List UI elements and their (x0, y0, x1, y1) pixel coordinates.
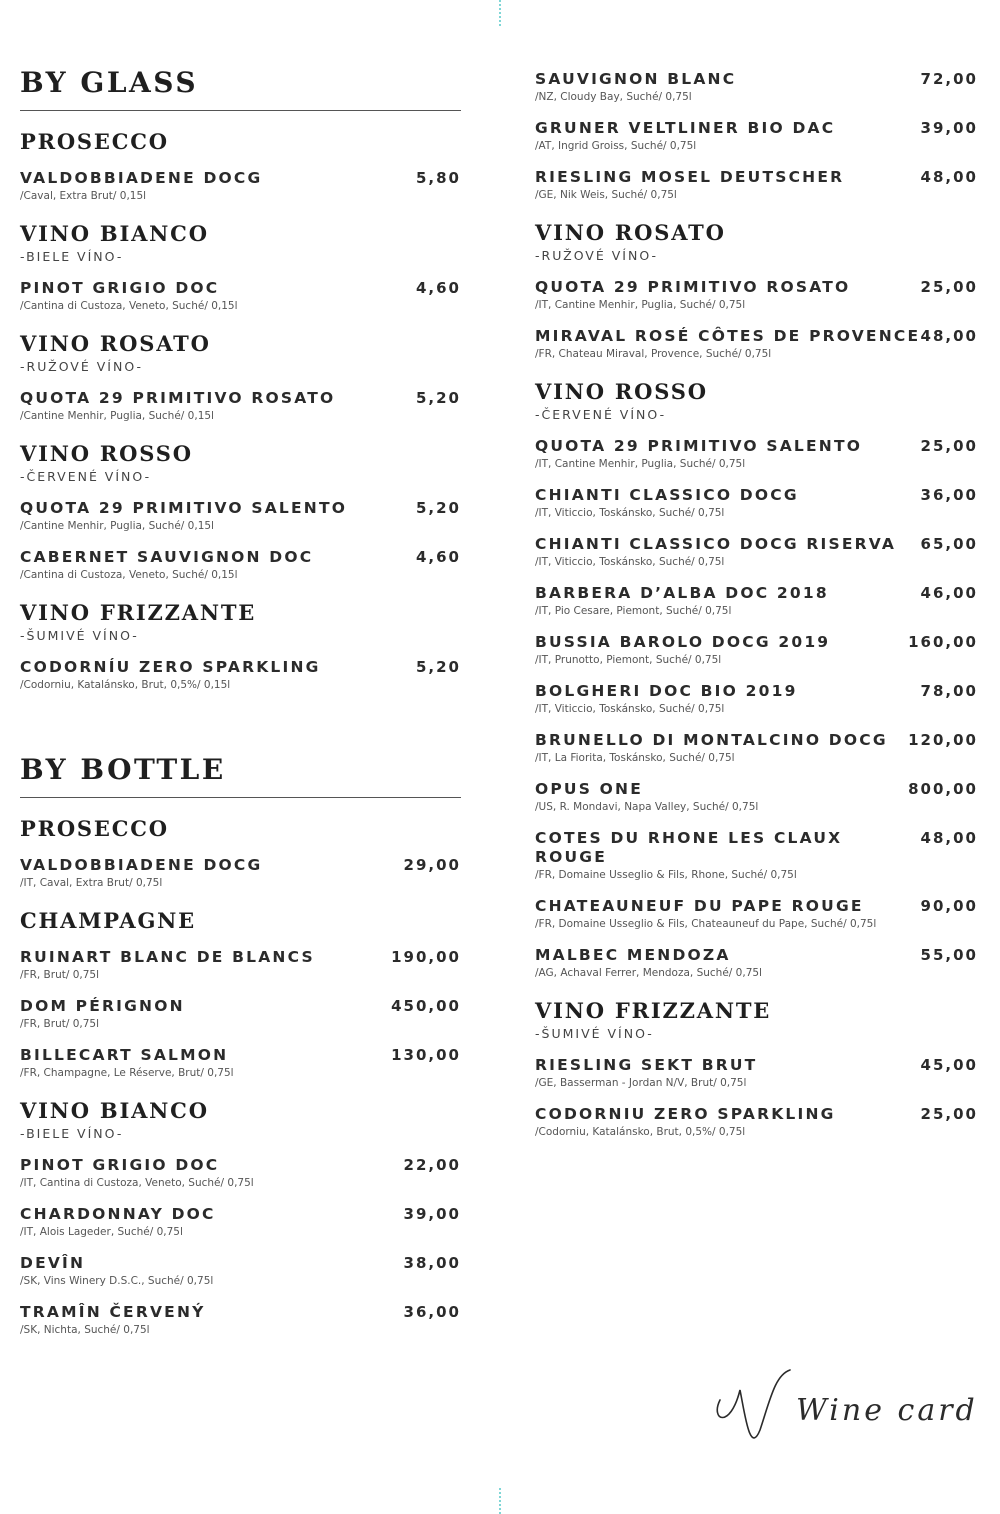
wine-price: 160,00 (908, 633, 978, 651)
section-subtitle: -ČERVENÉ VÍNO- (20, 469, 152, 484)
wine-price: 45,00 (920, 1056, 978, 1074)
wine-name: CHARDONNAY DOC (20, 1205, 216, 1223)
wine-detail: /AG, Achaval Ferrer, Mendoza, Suché/ 0,75l (535, 967, 762, 979)
wine-item (535, 486, 978, 520)
menu-section (20, 221, 461, 313)
section-title: VINO ROSSO (20, 441, 193, 466)
section-title: PROSECCO (20, 129, 169, 154)
wine-name: COTES DU RHONE LES CLAUX ROUGE (535, 829, 843, 866)
menu-section (20, 1098, 461, 1337)
wine-list (535, 278, 978, 361)
wine-detail: /SK, Nichta, Suché/ 0,75l (20, 1324, 150, 1336)
wine-name: DOM PÉRIGNON (20, 997, 185, 1015)
wine-list (20, 389, 461, 423)
wine-item (20, 1156, 461, 1190)
menu-section (20, 331, 461, 423)
wine-item (535, 1056, 978, 1090)
wine-price: 72,00 (920, 70, 978, 88)
wine-name: RUINART BLANC DE BLANCS (20, 948, 315, 966)
menu-section (20, 816, 461, 890)
section-subtitle: -BIELE VÍNO- (20, 1126, 124, 1141)
wine-detail: /FR, Brut/ 0,75l (20, 1018, 100, 1030)
wine-detail: /FR, Brut/ 0,75l (20, 969, 100, 981)
wine-detail: /Cantina di Custoza, Veneto, Suché/ 0,15l (20, 300, 238, 312)
wine-detail: /FR, Champagne, Le Réserve, Brut/ 0,75l (20, 1067, 234, 1079)
wine-detail: /GE, Basserman - Jordan N/V, Brut/ 0,75l (535, 1077, 747, 1089)
wine-detail: /SK, Vins Winery D.S.C., Suché/ 0,75l (20, 1275, 214, 1287)
wine-item (535, 780, 978, 814)
right-column (535, 66, 978, 1154)
wine-detail: /IT, Viticcio, Toskánsko, Suché/ 0,75l (535, 556, 725, 568)
wine-price: 48,00 (920, 829, 978, 847)
wine-price: 65,00 (920, 535, 978, 553)
right-sections (535, 220, 978, 1139)
menu-section (535, 379, 978, 980)
wine-item (20, 279, 461, 313)
wine-item (535, 119, 978, 153)
wine-name: RIESLING MOSEL DEUTSCHER (535, 168, 845, 186)
wine-item (535, 633, 978, 667)
section-subtitle: -ČERVENÉ VÍNO- (535, 407, 667, 422)
wine-detail: /NZ, Cloudy Bay, Suché/ 0,75l (535, 91, 692, 103)
wine-name: QUOTA 29 PRIMITIVO ROSATO (20, 389, 336, 407)
menu-section (20, 129, 461, 203)
wine-name: BILLECART SALMON (20, 1046, 229, 1064)
wine-price: 25,00 (920, 437, 978, 455)
wine-item (535, 682, 978, 716)
wine-item (535, 437, 978, 471)
wine-item (535, 168, 978, 202)
wine-detail: /IT, Alois Lageder, Suché/ 0,75l (20, 1226, 183, 1238)
wine-price: 4,60 (415, 548, 461, 566)
wine-price: 25,00 (920, 278, 978, 296)
wine-name: PINOT GRIGIO DOC (20, 1156, 220, 1174)
wine-price: 130,00 (391, 1046, 461, 1064)
menu-section (20, 908, 461, 1080)
wine-name: BOLGHERI DOC BIO 2019 (535, 682, 798, 700)
fold-mark-top (499, 0, 501, 26)
wine-list (20, 169, 461, 203)
wine-name: CODORNIU ZERO SPARKLING (535, 1105, 836, 1123)
wine-detail: /IT, La Fiorita, Toskánsko, Suché/ 0,75l (535, 752, 735, 764)
wine-price: 48,00 (920, 327, 978, 345)
wine-price: 90,00 (920, 897, 978, 915)
section-title: CHAMPAGNE (20, 908, 196, 933)
wine-name: BRUNELLO DI MONTALCINO DOCG (535, 731, 888, 749)
wine-item (20, 1046, 461, 1080)
wine-name: VALDOBBIADENE DOCG (20, 169, 263, 187)
wine-detail: /IT, Prunotto, Piemont, Suché/ 0,75l (535, 654, 722, 666)
continued-wine-list (535, 70, 978, 202)
menu-section (20, 441, 461, 582)
section-title: PROSECCO (20, 816, 169, 841)
menu-section (535, 998, 978, 1139)
wine-item (20, 1205, 461, 1239)
wine-price: 38,00 (403, 1254, 461, 1272)
wine-detail: /IT, Viticcio, Toskánsko, Suché/ 0,75l (535, 507, 725, 519)
fold-mark-bottom (499, 1488, 501, 1514)
wine-detail: /IT, Viticcio, Toskánsko, Suché/ 0,75l (535, 703, 725, 715)
wine-detail: /IT, Cantine Menhir, Puglia, Suché/ 0,75l (535, 299, 746, 311)
wine-item (535, 584, 978, 618)
by-glass-sections (20, 129, 461, 692)
wine-price: 5,20 (415, 658, 461, 676)
wine-detail: /Codorniu, Katalánsko, Brut, 0,5%/ 0,15l (20, 679, 231, 691)
wine-price: 5,80 (415, 169, 461, 187)
wine-name: CHATEAUNEUF DU PAPE ROUGE (535, 897, 864, 915)
wine-name: BUSSIA BAROLO DOCG 2019 (535, 633, 831, 651)
wine-price: 55,00 (920, 946, 978, 964)
wine-list (535, 1056, 978, 1139)
section-title: VINO ROSATO (535, 220, 726, 245)
wine-item (535, 278, 978, 312)
wine-detail: /IT, Cantina di Custoza, Veneto, Suché/ 0,75l (20, 1177, 254, 1189)
wine-price: 46,00 (920, 584, 978, 602)
section-title: VINO BIANCO (20, 221, 209, 246)
wine-price: 4,60 (415, 279, 461, 297)
wine-price: 5,20 (415, 389, 461, 407)
wine-name: BARBERA D’ALBA DOC 2018 (535, 584, 829, 602)
wine-detail: /Cantina di Custoza, Veneto, Suché/ 0,15l (20, 569, 238, 581)
section-subtitle: -ŠUMIVÉ VÍNO- (535, 1026, 654, 1041)
signature-text: Wine card (796, 1393, 978, 1428)
wine-detail: /IT, Cantine Menhir, Puglia, Suché/ 0,75l (535, 458, 746, 470)
wine-name: OPUS ONE (535, 780, 644, 798)
wine-detail: /IT, Caval, Extra Brut/ 0,75l (20, 877, 163, 889)
wine-name: PINOT GRIGIO DOC (20, 279, 220, 297)
wine-price: 29,00 (403, 856, 461, 874)
wine-item (20, 997, 461, 1031)
wine-item (20, 389, 461, 423)
section-title: VINO ROSSO (535, 379, 708, 404)
wine-detail: /FR, Domaine Usseglio & Fils, Rhone, Suché/ 0,75l (535, 869, 797, 881)
wine-list (535, 437, 978, 980)
wine-detail: /AT, Ingrid Groiss, Suché/ 0,75l (535, 140, 697, 152)
wine-item (535, 535, 978, 569)
wine-price: 800,00 (908, 780, 978, 798)
wine-item (20, 658, 461, 692)
wine-price: 190,00 (391, 948, 461, 966)
wine-item (535, 70, 978, 104)
wine-name: VALDOBBIADENE DOCG (20, 856, 263, 874)
wine-list (20, 856, 461, 890)
wine-detail: /Caval, Extra Brut/ 0,15l (20, 190, 147, 202)
wine-item (535, 897, 978, 931)
wine-item (535, 829, 978, 882)
wine-item (20, 169, 461, 203)
wine-item (535, 1105, 978, 1139)
by-bottle-heading: BY BOTTLE (20, 753, 461, 798)
wine-item (535, 327, 978, 361)
wine-price: 5,20 (415, 499, 461, 517)
wine-price: 36,00 (920, 486, 978, 504)
wine-name: CHIANTI CLASSICO DOCG RISERVA (535, 535, 897, 553)
by-glass-heading: BY GLASS (20, 66, 461, 111)
wine-price: 39,00 (920, 119, 978, 137)
wine-detail: /Codorniu, Katalánsko, Brut, 0,5%/ 0,75l (535, 1126, 746, 1138)
wine-detail: /FR, Chateau Miraval, Provence, Suché/ 0,75l (535, 348, 772, 360)
section-title: VINO ROSATO (20, 331, 211, 356)
wine-name: CABERNET SAUVIGNON DOC (20, 548, 314, 566)
menu-section (20, 600, 461, 692)
wine-list (20, 499, 461, 582)
wine-name: CODORNÍU ZERO SPARKLING (20, 658, 321, 676)
section-subtitle: -BIELE VÍNO- (20, 249, 124, 264)
wine-detail: /FR, Domaine Usseglio & Fils, Chateauneuf du Pape, Suché/ 0,75l (535, 918, 877, 930)
wine-item (20, 948, 461, 982)
wine-name: QUOTA 29 PRIMITIVO ROSATO (535, 278, 851, 296)
wine-name: MIRAVAL ROSÉ CÔTES DE PROVENCE (535, 327, 921, 345)
wine-detail: /US, R. Mondavi, Napa Valley, Suché/ 0,75l (535, 801, 759, 813)
left-column (20, 66, 461, 1352)
wine-name: GRUNER VELTLINER BIO DAC (535, 119, 836, 137)
wine-price: 25,00 (920, 1105, 978, 1123)
wine-card-signature (700, 1360, 980, 1460)
section-subtitle: -ŠUMIVÉ VÍNO- (20, 628, 139, 643)
wine-name: SAUVIGNON BLANC (535, 70, 737, 88)
wine-list (20, 948, 461, 1080)
wine-list (20, 279, 461, 313)
wine-detail: /IT, Pio Cesare, Piemont, Suché/ 0,75l (535, 605, 732, 617)
wine-item (20, 548, 461, 582)
wine-price: 36,00 (403, 1303, 461, 1321)
wine-item (20, 856, 461, 890)
wine-item (20, 1303, 461, 1337)
wine-price: 450,00 (391, 997, 461, 1015)
wine-item (20, 1254, 461, 1288)
wine-detail: /GE, Nik Weis, Suché/ 0,75l (535, 189, 677, 201)
wine-name: QUOTA 29 PRIMITIVO SALENTO (535, 437, 863, 455)
wine-item (20, 499, 461, 533)
wine-list (20, 658, 461, 692)
wine-name: RIESLING SEKT BRUT (535, 1056, 758, 1074)
wine-price: 120,00 (908, 731, 978, 749)
wine-price: 48,00 (920, 168, 978, 186)
wine-name: DEVÎN (20, 1254, 86, 1272)
section-subtitle: -RUŽOVÉ VÍNO- (535, 248, 659, 263)
wine-price: 78,00 (920, 682, 978, 700)
wine-name: CHIANTI CLASSICO DOCG (535, 486, 799, 504)
section-title: VINO FRIZZANTE (535, 998, 772, 1023)
wine-price: 22,00 (403, 1156, 461, 1174)
section-title: VINO FRIZZANTE (20, 600, 257, 625)
wine-name: MALBEC MENDOZA (535, 946, 731, 964)
wine-name: QUOTA 29 PRIMITIVO SALENTO (20, 499, 348, 517)
section-subtitle: -RUŽOVÉ VÍNO- (20, 359, 144, 374)
wine-detail: /Cantine Menhir, Puglia, Suché/ 0,15l (20, 410, 214, 422)
wine-item (535, 946, 978, 980)
wine-name: TRAMÎN ČERVENÝ (20, 1303, 206, 1321)
wine-price: 39,00 (403, 1205, 461, 1223)
wine-item (535, 731, 978, 765)
wine-list (20, 1156, 461, 1337)
wine-detail: /Cantine Menhir, Puglia, Suché/ 0,15l (20, 520, 214, 532)
section-title: VINO BIANCO (20, 1098, 209, 1123)
menu-section (535, 220, 978, 361)
by-bottle-sections (20, 816, 461, 1337)
